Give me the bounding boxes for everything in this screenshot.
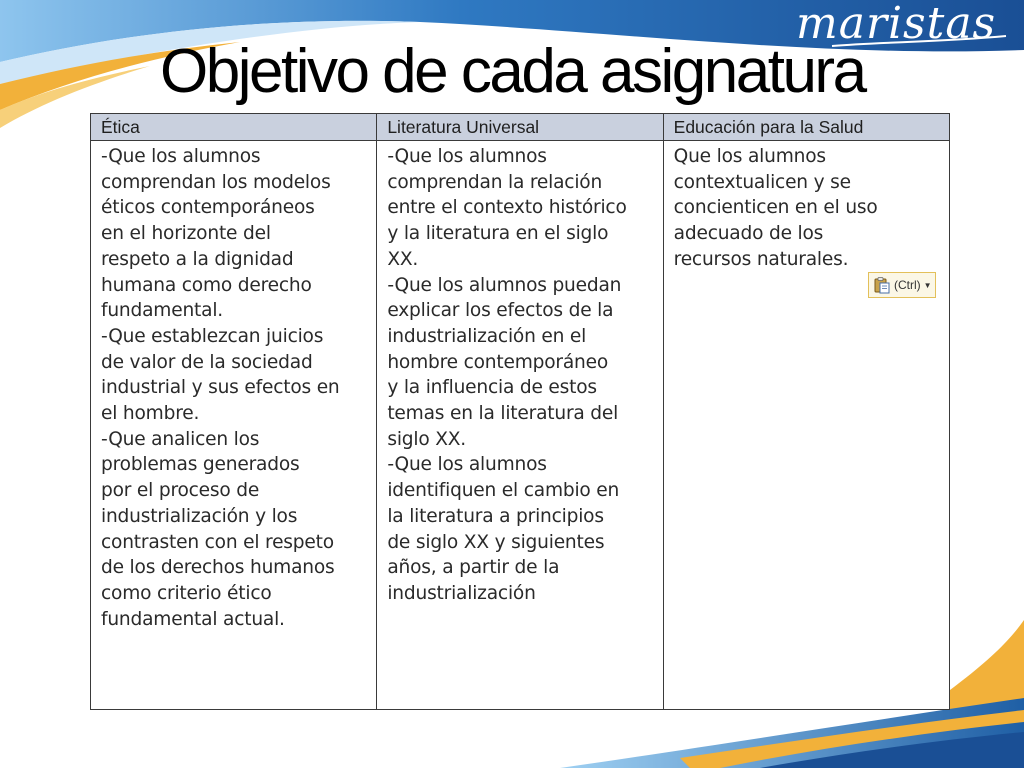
cell-line: fundamental. [101,300,224,322]
cell-line: comprendan la relación [387,171,603,193]
cell-literatura-universal [377,141,663,710]
cell-line: recursos naturales. [673,248,849,270]
cell-line: -Que analicen los [101,428,260,450]
table-header-row [91,114,950,141]
cell-line: -Que los alumnos [387,454,547,476]
cell-line: -Que establezcan juicios [101,325,324,347]
cell-line: adecuado de los [673,223,824,245]
cell-line: y la literatura en el siglo [387,223,609,245]
header-educacion-salud: Educación para la Salud [663,114,949,141]
cell-line: industrial y sus efectos en [101,377,340,399]
cell-etica [91,141,377,710]
cell-line: como criterio ético [101,582,272,604]
chevron-down-icon: ▼ [923,280,932,290]
cell-line: Que los alumnos [673,146,826,167]
cell-line: de los derechos humanos [101,557,335,579]
cell-line: y la influencia de estos [387,377,597,399]
cell-educacion-salud [663,141,949,710]
cell-line: industrialización [387,582,536,604]
cell-line: problemas generados [101,454,300,476]
cell-line: de valor de la sociedad [101,351,313,373]
cell-line: -Que los alumnos [101,146,261,167]
cell-line: en el horizonte del [101,223,271,245]
cell-line: el hombre. [101,403,200,425]
cell-line: años, a partir de la [387,557,560,579]
header-literatura-universal: Literatura Universal [377,114,663,141]
cell-line: entre el contexto histórico [387,197,627,219]
cell-line: fundamental actual. [101,608,285,630]
slide-title: Objetivo de cada asignatura [160,37,865,106]
cell-line: industrialización y los [101,505,298,527]
header-etica: Ética [91,114,377,141]
paste-options-label: (Ctrl) [894,278,921,292]
cell-line: explicar los efectos de la [387,300,614,322]
cell-line: concienticen en el uso [673,197,878,219]
cell-line: éticos contemporáneos [101,197,315,219]
cell-line: contextualicen y se [673,171,851,193]
cell-line: por el proceso de [101,480,260,502]
cell-line: comprendan los modelos [101,171,331,193]
paste-options-button[interactable] [868,272,936,298]
brand-wordmark: maristas [796,2,997,49]
objectives-table [90,113,950,710]
cell-line: identifiquen el cambio en [387,480,620,502]
cell-line: industrialización en el [387,325,587,347]
cell-line: la literatura a principios [387,505,604,527]
cell-line: -Que los alumnos [387,146,547,167]
cell-line: contrasten con el respeto [101,531,334,553]
cell-line: de siglo XX y siguientes [387,531,605,553]
cell-line: hombre contemporáneo [387,351,609,373]
clipboard-paste-icon [873,276,891,294]
cell-line: humana como derecho [101,274,312,296]
table-row [91,141,950,710]
cell-line: -Que los alumnos puedan [387,274,622,296]
cell-line: respeto a la dignidad [101,248,294,270]
cell-line: XX. [387,248,419,270]
cell-line: temas en la literatura del [387,403,619,425]
cell-line: siglo XX. [387,428,467,450]
